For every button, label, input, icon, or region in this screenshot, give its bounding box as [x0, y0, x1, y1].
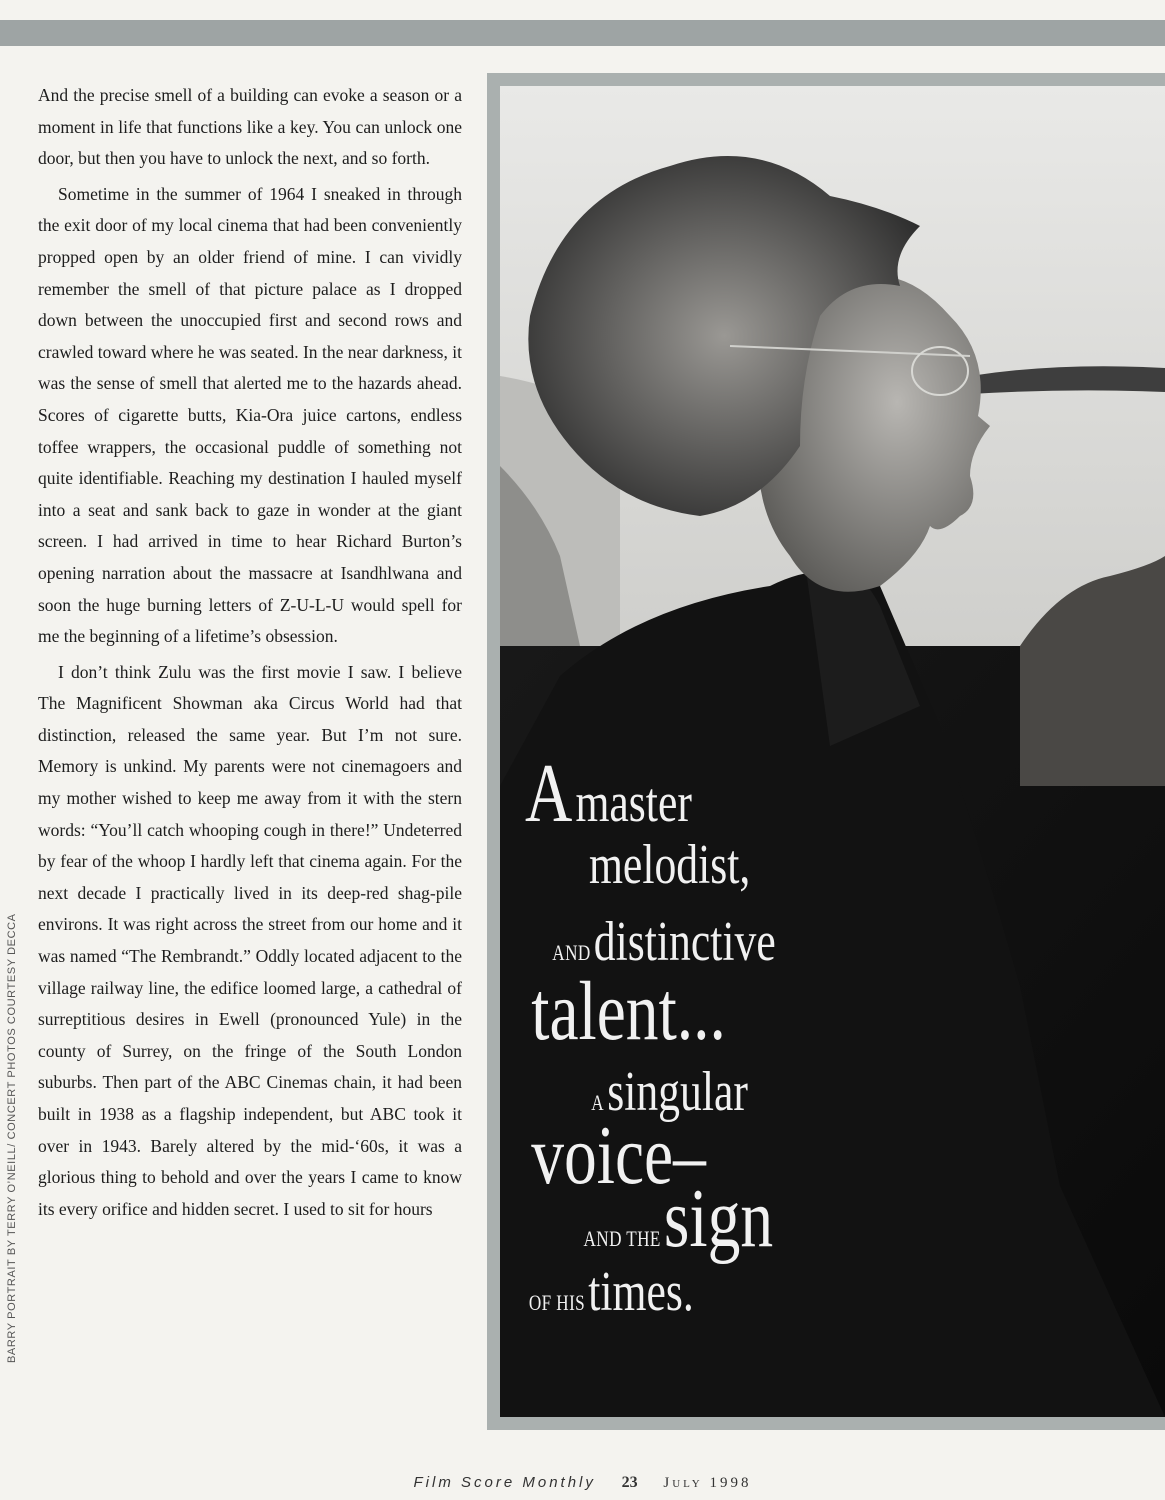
- magazine-name: Film Score Monthly: [413, 1474, 596, 1491]
- pull-quote-line-8: OF HIS times.: [528, 1261, 694, 1323]
- top-color-band: [0, 20, 1165, 46]
- pull-quote-line-7: AND THE sign: [583, 1172, 774, 1265]
- page-footer: [0, 1474, 1165, 1492]
- pull-quote-line-4: talent...: [531, 965, 726, 1058]
- paragraph: I don’t think Zulu was the first movie I saw. I believe The Magnificent Showman aka Circus World had that distinction, released the same year. But I’m not sure. Memory is unkind. My parents were not cinemagoers and my mother wished to keep me away from it with the stern words: “You’ll catch whooping cough in there!” Undeterred by fear of the whoop I hardly left that cinema again. For the next decade I practically lived in its deep-red shag-pile environs. It was right across the street from our home and it was named “The Rembrandt.” Oddly located adjacent to the village railway line, the edifice loomed large, a cathedral of surreptitious desires in Ewell (pronounced Yule) in the county of Surrey, on the fringe of the South London suburbs. Then part of the ABC Cinemas chain, it had been built in 1938 as a flagship independent, but ABC took it over in 1943. Barely altered by the mid-‘60s, it was a glorious thing to behold and over the years I came to know its every orifice and hidden secret. I used to sit for hours: [38, 661, 462, 1219]
- page-number: 23: [621, 1474, 638, 1491]
- paragraph: And the precise smell of a building can evoke a season or a moment in life that functions like a key. You can unlock one door, but then you have to unlock the next, and so forth.: [38, 85, 462, 169]
- article-body: [38, 80, 462, 1229]
- pull-quote-word: master: [575, 772, 692, 834]
- paragraph: Sometime in the summer of 1964 I sneaked in through the exit door of my local cinema that had been conveniently propped open by an older friend of mine. I can vividly remember the smell of that picture palace as I dropped down between the unoccupied first and second rows and crawled toward where he was seated. In the near darkness, it was the sense of smell that alerted me to the hazards ahead. Scores of cigarette butts, Kia-Ora juice cartons, endless toffee wrappers, the occasional puddle of something not quite identifiable. Reaching my destination I hauled myself into a seat and sank back to gaze in wonder at the giant screen. I had arrived in time to hear Richard Burton’s opening narration about the massacre at Isandhlwana and soon the huge burning letters of Z-U-L-U would spell for me the beginning of a lifetime’s obsession.: [38, 183, 462, 647]
- pull-quote-line-2: melodist,: [588, 834, 751, 896]
- pull-quote-line-6: voice–: [531, 1109, 706, 1202]
- pull-quote-line-5: A singular: [591, 1061, 748, 1123]
- issue-date: July 1998: [663, 1475, 752, 1491]
- photo-credit: BARRY PORTRAIT BY TERRY O’NEILL/ CONCERT PHOTOS COURTESY DECCA: [6, 913, 18, 1363]
- drop-letter: A: [525, 747, 573, 840]
- pull-quote-line-3: AND distinctive: [552, 911, 776, 973]
- pull-quote-line-1: [525, 745, 692, 842]
